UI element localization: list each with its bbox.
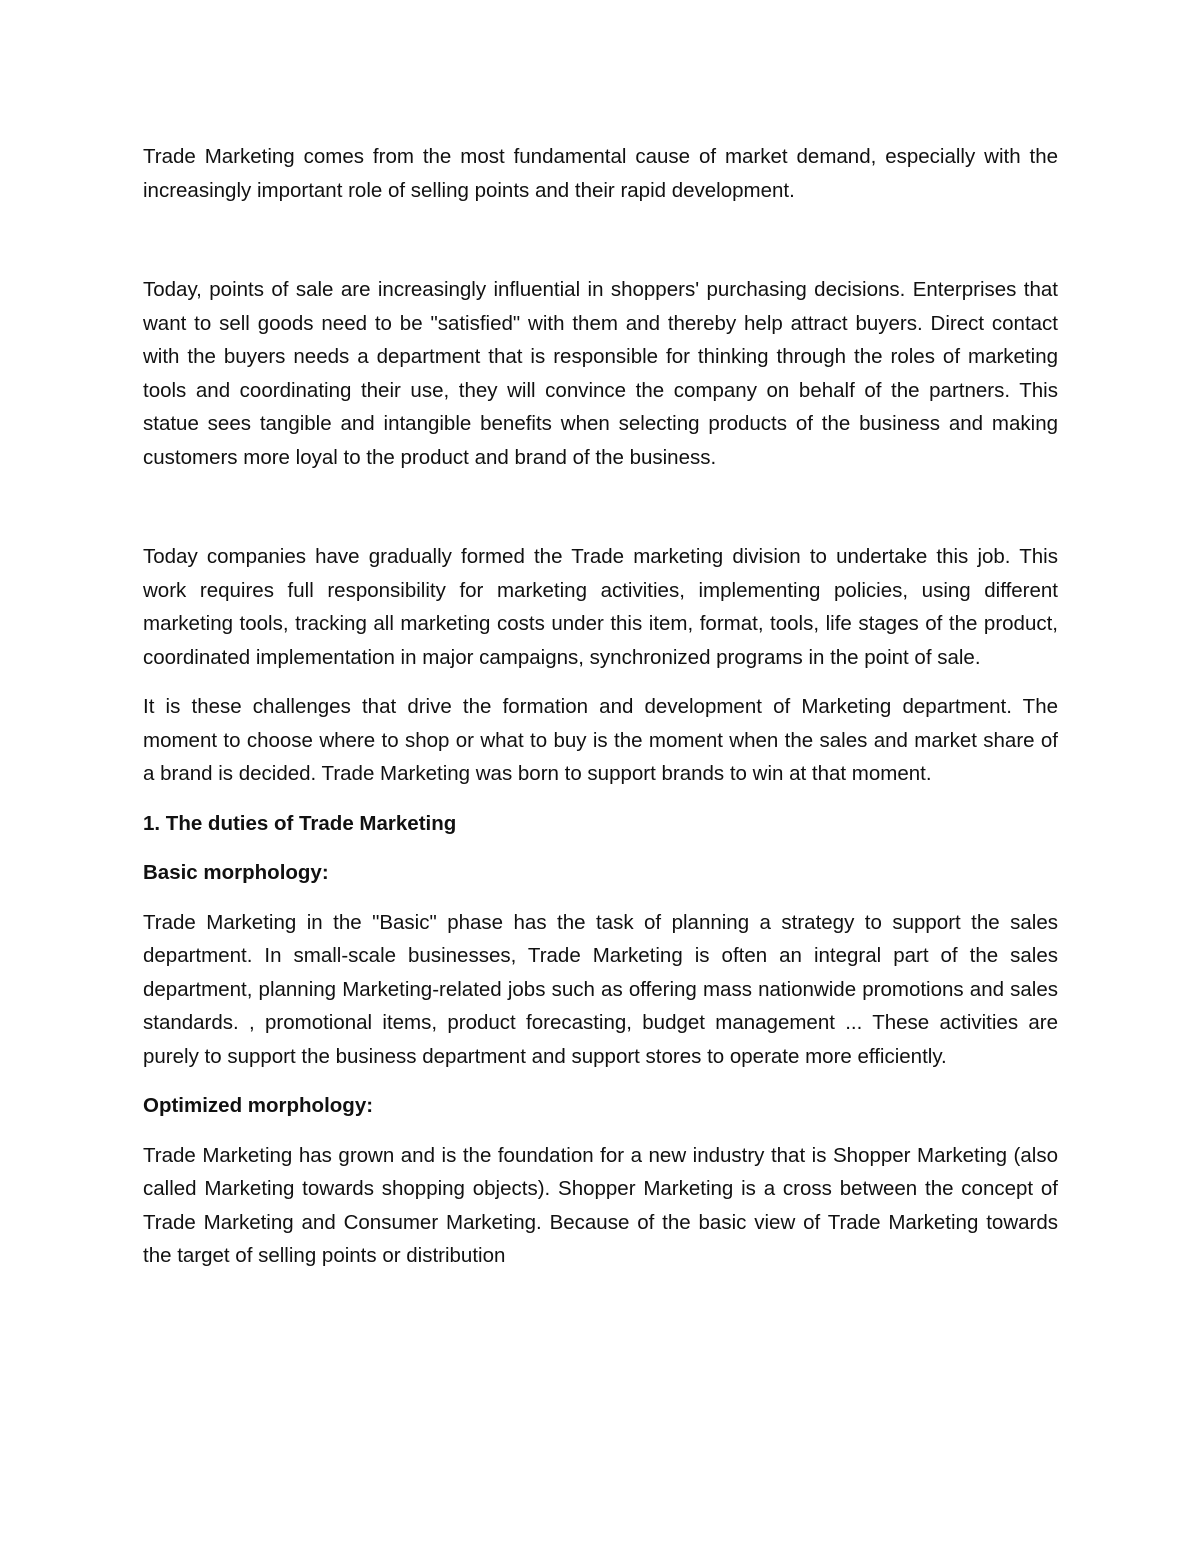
subheading-optimized-morphology: Optimized morphology:: [143, 1094, 374, 1117]
basic-morphology-paragraph: Trade Marketing in the "Basic" phase has the task of planning a strategy to support the sales department. In small-scale businesses, Trade Marketing is often an integral part of the sales department, planning Marketing-related jobs such as offering mass nationwide promotions and sales standards. , promotional items, product forecasting, budget management ... These activities are purely to support the business department and support stores to operate more efficiently.: [143, 910, 1058, 1068]
points-of-sale-paragraph: Today, points of sale are increasingly influential in shoppers' purchasing decisions. Enterprises that want to sell goods need to be "satisfied" with them and thereby help attract buyers. Direct contact with the buyers needs a department that is responsible for thinking through the roles of marketing tools and coordinating their use, they will convince the company on behalf of the partners. This statue sees tangible and intangible benefits when selecting products of the business and making customers more loyal to the product and brand of the business.: [143, 278, 1058, 469]
optimized-morphology-paragraph: Trade Marketing has grown and is the foundation for a new industry that is Shopper Marketing (also called Marketing towards shopping objects). Shopper Marketing is a cross between the concept of Trade Marketing and Consumer Marketing. Because of the basic view of Trade Marketing towards the target of selling points or distribution: [143, 1143, 1058, 1267]
intro-paragraph: Trade Marketing comes from the most fundamental cause of market demand, especially with the increasingly important role of selling points and their rapid development.: [143, 145, 1058, 202]
subheading-basic-morphology: Basic morphology:: [143, 861, 329, 884]
trade-marketing-division-paragraph: Today companies have gradually formed the Trade marketing division to undertake this job. This work requires full responsibility for marketing activities, implementing policies, using different marketing tools, tracking all marketing costs under this item, format, tools, life stages of the product, coordinated implementation in major campaigns, synchronized programs in the point of sale.: [143, 545, 1058, 669]
challenges-paragraph: It is these challenges that drive the formation and development of Marketing department. The moment to choose where to shop or what to buy is the moment when the sales and market share of a brand is decided. Trade Marketing was born to support brands to win at that moment.: [143, 695, 1058, 785]
section-heading-duties: 1. The duties of Trade Marketing: [143, 811, 457, 835]
document-page: [143, 140, 1058, 1273]
